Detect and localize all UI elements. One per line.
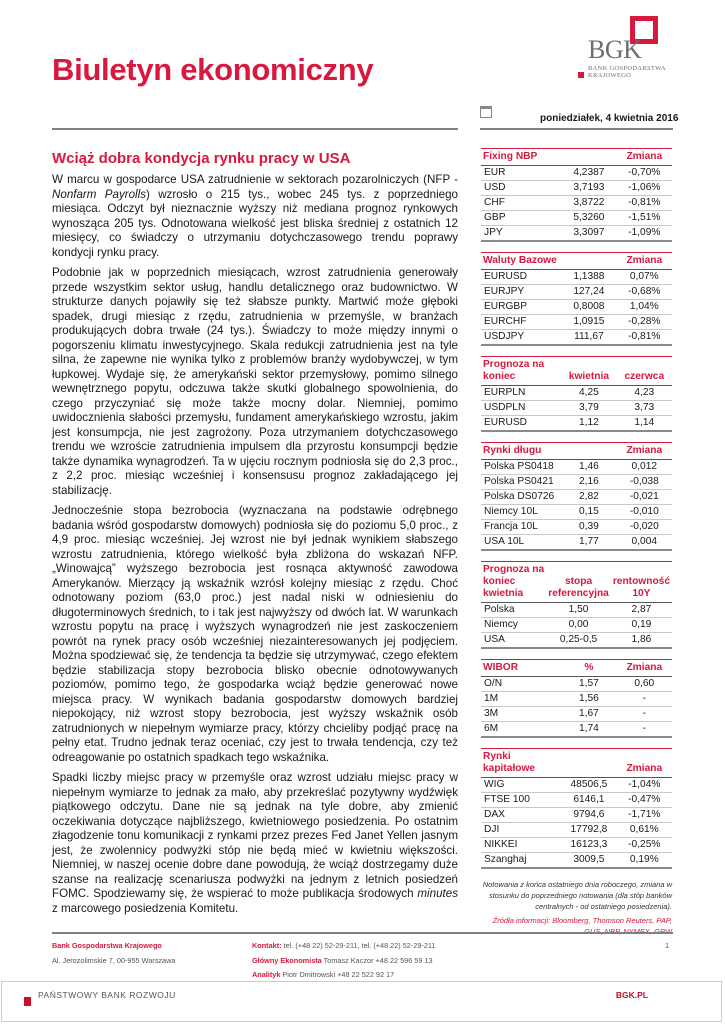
table-cell: 0,07%: [617, 270, 672, 285]
table-cell: 2,87: [611, 603, 672, 618]
chief-label: Główny Ekonomista: [252, 956, 322, 965]
table-cell: FTSE 100: [481, 793, 561, 808]
table-row: [481, 416, 672, 432]
table-cell: -0,25%: [617, 838, 672, 853]
table-row: [481, 633, 672, 649]
table-cell: 0,60: [617, 677, 672, 692]
table-cell: 3,79: [561, 401, 616, 416]
table-row: [481, 618, 672, 633]
table-row: [481, 386, 672, 401]
report-date: poniedziałek, 4 kwietnia 2016: [540, 113, 679, 124]
table-cell: 1,57: [561, 677, 616, 692]
italic-term: minutes: [417, 887, 458, 900]
table-row: [481, 166, 672, 181]
table-cell: GBP: [481, 211, 561, 226]
table-cell: 4,25: [561, 386, 616, 401]
table-row: [481, 722, 672, 738]
table-header-row: [481, 149, 672, 166]
table-cell: USD: [481, 181, 561, 196]
table-cell: -0,47%: [617, 793, 672, 808]
table-header-row: [481, 660, 672, 677]
table-cell: 2,16: [561, 475, 616, 490]
table-cell: EUR: [481, 166, 561, 181]
table-header-row: [481, 443, 672, 460]
column-header: [561, 443, 616, 460]
table-cell: -0,021: [617, 490, 672, 505]
table-cell: Polska: [481, 603, 546, 618]
wibor-table: [481, 659, 672, 738]
column-header: czerwca: [617, 357, 672, 386]
table-cell: 127,24: [561, 285, 616, 300]
table-cell: 0,39: [561, 520, 616, 535]
table-cell: -1,51%: [617, 211, 672, 226]
page-number: 1: [665, 941, 670, 950]
chief-value: Tomasz Kaczor +48 22 596 59 13: [321, 956, 433, 965]
table-cell: -0,038: [617, 475, 672, 490]
table-row: [481, 490, 672, 505]
table-row: [481, 778, 672, 793]
table-cell: CHF: [481, 196, 561, 211]
band-square-icon: [24, 997, 31, 1006]
contact-value: tel. (+48 22) 52-29-211, tel. (+48 22) 52-29-211: [281, 941, 436, 950]
market-data-sidebar: [481, 148, 672, 937]
table-cell: 0,012: [617, 460, 672, 475]
article-paragraph: [52, 173, 458, 260]
table-row: [481, 475, 672, 490]
table-cell: -0,010: [617, 505, 672, 520]
table-cell: 0,19: [611, 618, 672, 633]
column-header: [561, 149, 616, 166]
table-cell: -1,09%: [628, 227, 661, 238]
table-cell: EURPLN: [481, 386, 561, 401]
text: z marcowego posiedzenia Komitetu.: [52, 901, 239, 915]
table-cell: 1,86: [631, 634, 652, 645]
table-header-row: [481, 253, 672, 270]
table-cell: 16123,3: [561, 838, 616, 853]
table-cell: -: [617, 692, 672, 707]
waluty-bazowe-table: [481, 252, 672, 346]
note-text: Notowania z końca ostatniego dnia roboczego, zmiana w stosunku do poprzedniego notowania (dla stóp banków centralnych - od ostatniego posiedzenia).: [482, 880, 672, 911]
text: ) wzrosło o 215 tys., wobec 245 tys. z poprzedniego miesiąca. Odczyt był nieznacznie wyższy niż mediana prognoz rynkowych wynosząca 205 tys. Odnotowana wielkość jest bliska średniej z ostatnich 12 miesięcy, co świadczy o utrzymaniu dotychczasowego trendu poprawy kondycji rynku pracy.: [52, 187, 458, 259]
table-row: [481, 692, 672, 707]
table-cell: -: [617, 707, 672, 722]
table-cell: 3,8722: [561, 196, 616, 211]
table-cell: 0,15: [561, 505, 616, 520]
table-cell: Polska DS0726: [481, 490, 561, 505]
table-cell: USDJPY: [484, 331, 525, 342]
table-cell: 3,7193: [561, 181, 616, 196]
table-cell: 1,56: [561, 692, 616, 707]
table-row: [481, 603, 672, 618]
table-row: [481, 535, 672, 551]
table-cell: USA: [484, 634, 505, 645]
column-header: rentowność 10Y: [611, 562, 672, 603]
table-cell: EURGBP: [481, 300, 561, 315]
table-cell: EURJPY: [481, 285, 561, 300]
table-cell: 3,3097: [573, 227, 605, 238]
table-header-row: [481, 749, 672, 778]
table-row: [481, 401, 672, 416]
table-row: [481, 677, 672, 692]
table-row: [481, 300, 672, 315]
column-header: %: [561, 660, 616, 677]
band-text: PAŃSTWOWY BANK ROZWOJU: [38, 990, 176, 1000]
column-header: Fixing NBP: [481, 149, 561, 166]
table-cell: 1M: [481, 692, 561, 707]
table-cell: 1,50: [546, 603, 611, 618]
table-row: [481, 793, 672, 808]
table-cell: 2,82: [561, 490, 616, 505]
table-cell: -1,04%: [617, 778, 672, 793]
table-cell: USA 10L: [484, 536, 525, 547]
table-cell: 1,0915: [561, 315, 616, 330]
sources-text: Źródła informacji: Bloomberg, Thomson Reuters, PAP,: [492, 916, 672, 925]
table-cell: -1,06%: [617, 181, 672, 196]
footer-analyst: [252, 970, 394, 979]
footer-band: [1, 981, 722, 1022]
header-divider: [52, 128, 458, 130]
table-cell: EURCHF: [481, 315, 561, 330]
table-row: [481, 808, 672, 823]
column-header: Zmiana: [617, 749, 672, 778]
column-header: kwietnia: [561, 357, 616, 386]
article-paragraph: [52, 771, 458, 916]
footer-divider: [52, 932, 673, 934]
table-cell: 0,61%: [617, 823, 672, 838]
table-cell: DAX: [481, 808, 561, 823]
table-cell: 111,67: [574, 331, 604, 342]
table-cell: -0,28%: [617, 315, 672, 330]
table-cell: 1,14: [634, 417, 655, 428]
table-row: [481, 270, 672, 285]
contact-label: Kontakt:: [252, 941, 282, 950]
column-header: [561, 749, 616, 778]
table-cell: 4,2387: [561, 166, 616, 181]
table-cell: -0,81%: [617, 196, 672, 211]
sidebar-notes: [481, 879, 672, 937]
analyst-label: Analityk: [252, 970, 281, 979]
footer-chief-economist: [252, 956, 433, 965]
table-cell: 0,25-0,5: [559, 634, 598, 645]
table-row: [481, 520, 672, 535]
table-cell: NIKKEI: [481, 838, 561, 853]
column-header: Zmiana: [617, 253, 672, 270]
table-cell: -1,71%: [617, 808, 672, 823]
prognoza-stopy-table: [481, 561, 672, 649]
text: W marcu w gospodarce USA zatrudnienie w sektorach pozarolniczych (NFP -: [52, 173, 458, 186]
fixing-nbp-table: [481, 148, 672, 242]
footer-bank-name: Bank Gospodarstwa Krajowego: [52, 941, 162, 950]
table-cell: Niemcy 10L: [481, 505, 561, 520]
table-cell: 3009,5: [573, 854, 605, 865]
table-cell: O/N: [481, 677, 561, 692]
logo-subtitle: BANK GOSPODARSTWA KRAJOWEGO: [588, 65, 666, 79]
table-cell: DJI: [481, 823, 561, 838]
table-cell: EURUSD: [481, 270, 561, 285]
table-row: [481, 181, 672, 196]
table-cell: -0,020: [617, 520, 672, 535]
table-row: [481, 196, 672, 211]
table-cell: Niemcy: [481, 618, 546, 633]
table-row: [481, 460, 672, 475]
bgk-logo: [578, 16, 678, 80]
table-header-row: [481, 562, 672, 603]
footer-address: Al. Jerozolimskie 7, 00-955 Warszawa: [52, 956, 176, 965]
table-cell: 0,8008: [561, 300, 616, 315]
table-row: [481, 285, 672, 300]
table-row: [481, 823, 672, 838]
column-header: Rynki długu: [481, 443, 561, 460]
table-cell: 0,00: [546, 618, 611, 633]
table-cell: 0,004: [631, 536, 658, 547]
table-cell: -0,70%: [617, 166, 672, 181]
table-row: [481, 838, 672, 853]
table-cell: 1,04%: [617, 300, 672, 315]
bulletin-title: Biuletyn ekonomiczny: [52, 52, 374, 87]
table-row: [481, 226, 672, 242]
column-header: Rynki kapitałowe: [481, 749, 561, 778]
column-header: Waluty Bazowe: [481, 253, 561, 270]
table-cell: 1,1388: [561, 270, 616, 285]
article-heading: Wciąż dobra kondycja rynku pracy w USA: [52, 150, 351, 167]
column-header: Zmiana: [617, 149, 672, 166]
italic-term: Nonfarm Payrolls: [52, 187, 147, 201]
table-cell: 1,74: [578, 723, 599, 734]
table-cell: 17792,8: [561, 823, 616, 838]
table-cell: Francja 10L: [481, 520, 561, 535]
table-cell: EURUSD: [484, 417, 528, 428]
table-cell: 48506,5: [561, 778, 616, 793]
column-header: stopa referencyjna: [546, 562, 611, 603]
table-cell: JPY: [484, 227, 503, 238]
rynki-kapitalowe-table: [481, 748, 672, 869]
analyst-value: Piotr Dmitrowski +48 22 522 92 17: [280, 970, 395, 979]
table-cell: -0,81%: [628, 331, 661, 342]
table-cell: 1,46: [561, 460, 616, 475]
logo-dot-icon: [578, 72, 584, 78]
column-header: Zmiana: [617, 443, 672, 460]
column-header: Prognoza na koniec: [481, 357, 561, 386]
table-cell: 6146,1: [561, 793, 616, 808]
rynki-dlugu-table: [481, 442, 672, 551]
article: [52, 150, 458, 922]
table-row: [481, 330, 672, 346]
table-row: [481, 211, 672, 226]
table-cell: USDPLN: [481, 401, 561, 416]
table-header-row: [481, 357, 672, 386]
table-cell: 3,73: [617, 401, 672, 416]
table-cell: -: [642, 723, 646, 734]
table-cell: 9794,6: [561, 808, 616, 823]
table-cell: Polska PS0421: [481, 475, 561, 490]
prognoza-kursy-table: [481, 356, 672, 432]
table-cell: 1,67: [561, 707, 616, 722]
table-cell: 0,19%: [629, 854, 659, 865]
table-row: [481, 315, 672, 330]
table-cell: 6M: [484, 723, 499, 734]
table-cell: 4,23: [617, 386, 672, 401]
table-cell: Szanghaj: [484, 854, 527, 865]
table-cell: WIG: [481, 778, 561, 793]
table-cell: 5,3260: [561, 211, 616, 226]
column-header: [561, 253, 616, 270]
article-paragraph: Podobnie jak w poprzednich miesiącach, wzrost zatrudnienia generowały przede wszystkim sektor usług, handlu detalicznego oraz budownictwo. W strukturze danych pojawiły się też słabsze punkty. Martwić może głęboki spadek, drugi miesiąc z rzędu, zatrudnienia w przemyśle, w branżach produkujących dobra trwałe (24 tys.). Świadczy to może między innymi o pogorszeniu klimatu inwestycyjnego. Skala redukcji zatrudnienia jest na tyle silna, że zapewne nie wynika tylko z problemów branży wydobywczej, w tym łupkowej. Wydaje się, że amerykański sektor przemysłowy, pomimo silnego wewnętrznego popytu, odczuwa także skutki globalnego spowolnienia, do czego przyczyniać się może także mocny dolar. Niemniej, pomimo uwidocznienia słabości przemysłu, fundament amerykańskiego wzrostu, jakim jest konsumpcja, nie jest zagrożony. Poza utrzymaniem dotychczasowego trendu we wzroście zatrudnienia impulsem dla przyrostu konsumpcji będzie także dynamika wynagrodzeń. Ta w ujęciu rocznym podniosła się do 2,3 proc., z 2,2 proc. miesiąc wcześniej i konsensusu prognoz zakładającego jej stabilizację.: [52, 266, 458, 497]
table-row: [481, 707, 672, 722]
table-row: [481, 505, 672, 520]
footer-contact: [252, 941, 435, 950]
table-cell: Polska PS0418: [481, 460, 561, 475]
table-cell: 1,12: [578, 417, 599, 428]
date-divider: [480, 128, 673, 130]
article-paragraph: Jednocześnie stopa bezrobocia (wyznaczana na podstawie odrębnego badania wśród gospodarstw domowych) podniosła się do poziomu 5,0 proc., z 4,9 proc. miesiąc wcześniej. Jej wzrost nie był jednak wynikiem słabszego wzrostu zatrudnienia, którego wielkość była zbliżona do wskazań NFP. „Winowajcą” wyższego bezrobocia jest rosnąca aktywność zawodowa Amerykanów. Mierzący ją wskaźnik wzrósł kolejny miesiąc z rzędu. Choć odnotowany poziom (63,0 proc.) jest nadal niski w odniesieniu do długoterminowych średnich, to i tak jest najwyższy od dwóch lat. W warunkach wzrostu popytu na pracę i wyższych wynagrodzeń nie jest zaskoczeniem powrót na rynek pracy osób wcześniej niezainteresowanych jej podjęciem. Można spodziewać się, że tendencja ta będzie się utrzymywać, czego efektem będzie stabilizacja stopy bezrobocia blisko obecnie odnotowywanych poziomów, pomimo tego, że gospodarka wciąż będzie generować nowe miejsca pracy. W wynikach badania gospodarstw domowych bardziej niepokojący, niż wzrost stopy bezrobocia, jest wyższy wskaźnik osób zatrudnionych w niepełnym wymiarze pracy, którzy chcieliby podjąć pracę na pełny etat. Trudno jednak teraz oceniać, czy jest to trwała tendencja, czy też odreagowanie po ostatnich spadkach tego wskaźnika.: [52, 504, 458, 764]
column-header: WIBOR: [481, 660, 561, 677]
logo-text: BGK: [588, 35, 642, 64]
bgk-website-link[interactable]: BGK.PL: [615, 990, 648, 1000]
text: Spadki liczby miejsc pracy w przemyśle oraz wzrost udziału miejsc pracy w niepełnym wymiarze to jednak za mało, aby przekreślać pozytywny wydźwięk piątkowego odczytu. Dane nie są jednak na tyle dobre, aby zmienić oczekiwania dotyczące najbliższego, kwietniowego posiedzenia. Po ostatnim złagodzenie tonu komunikacji z rynkami przez prezes Fed Janet Yellen jasnym jest, że zwolennicy podwyżki stóp nie będą mieć w kwietniu większości. Niemniej, w naszej ocenie dobre dane powodują, że wciąż dostrzegamy duże szanse na realizację scenariusza podwyżki na jednym z letnich posiedzeń FOMC. Spodziewamy się, że wspierać to może publikacja środowych: [52, 771, 458, 900]
table-cell: 1,77: [578, 536, 599, 547]
column-header: Zmiana: [617, 660, 672, 677]
calendar-icon: [480, 106, 492, 118]
column-header: Prognoza na koniec kwietnia: [481, 562, 546, 603]
table-cell: -0,68%: [617, 285, 672, 300]
table-cell: 3M: [481, 707, 561, 722]
table-row: [481, 853, 672, 869]
